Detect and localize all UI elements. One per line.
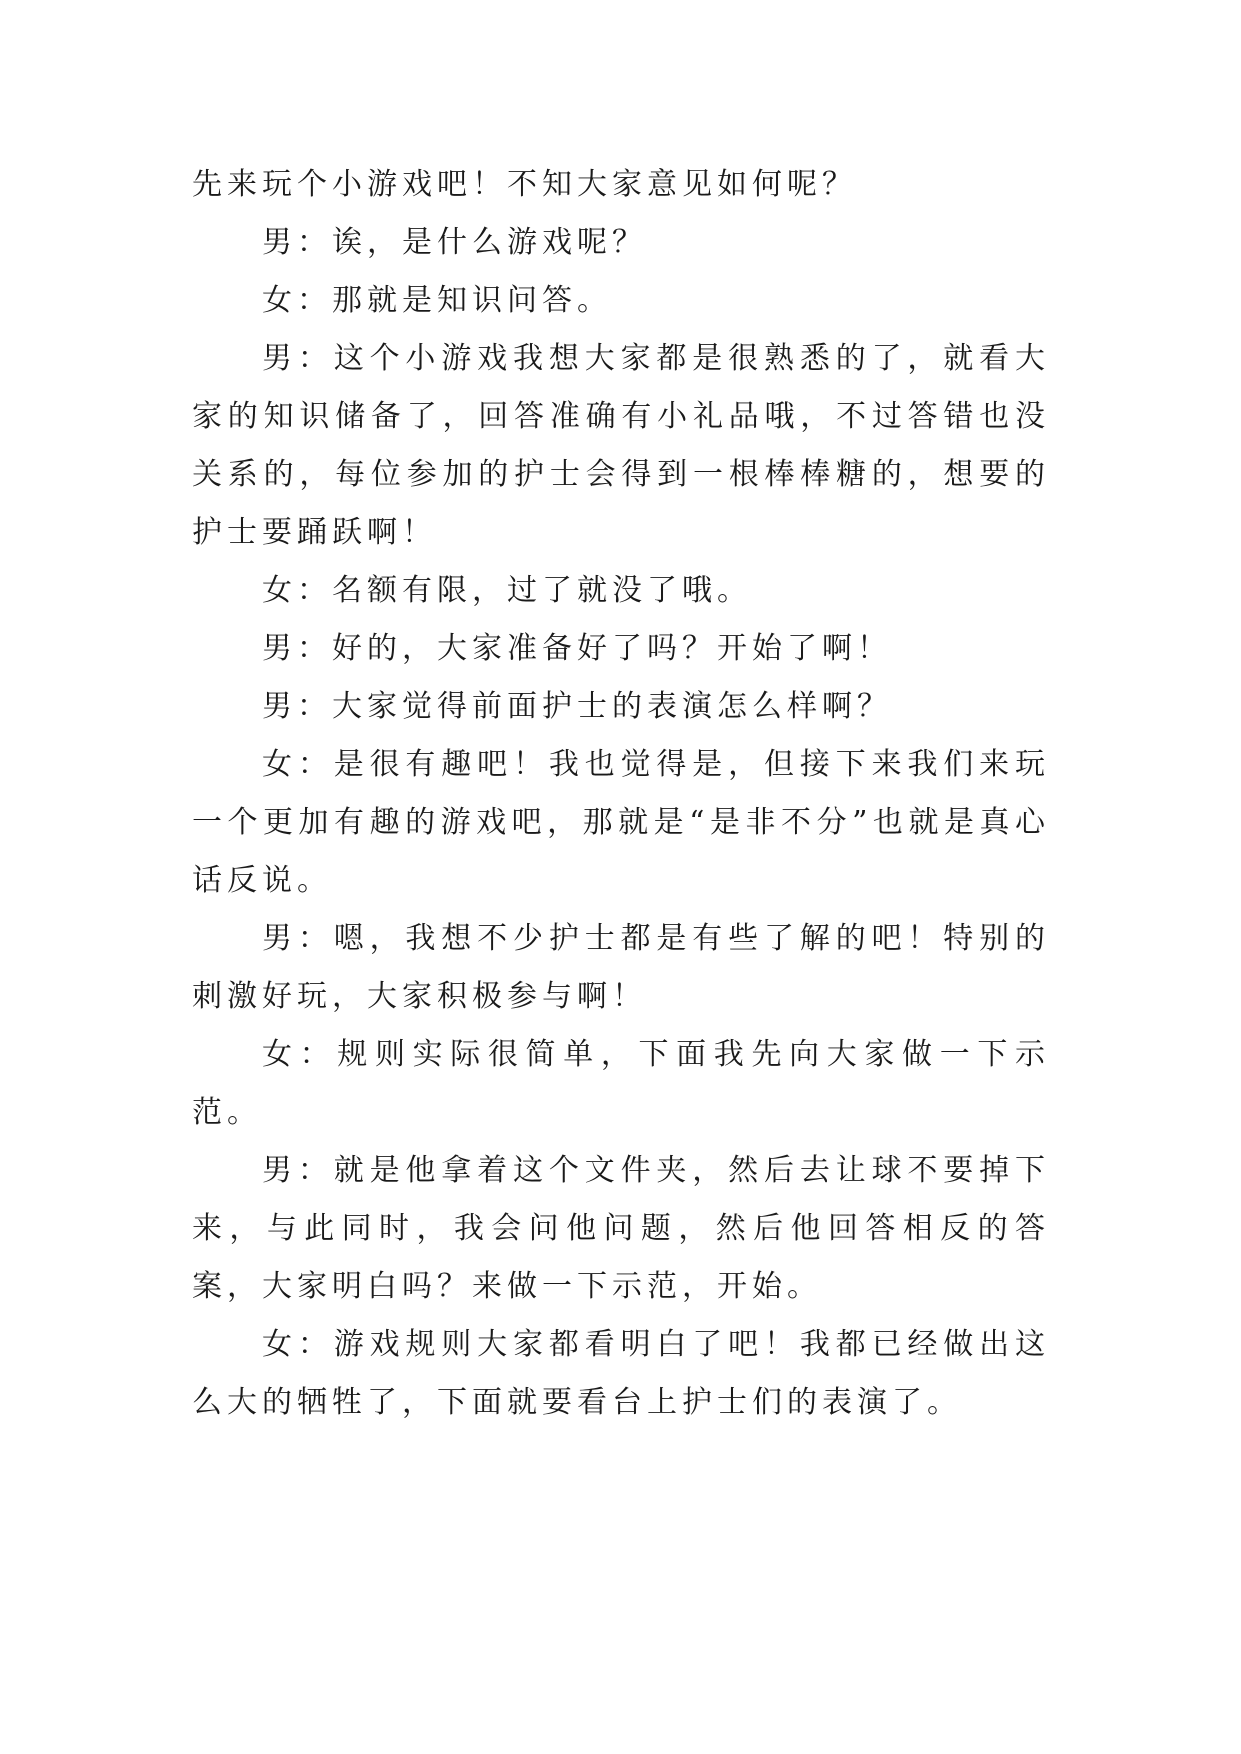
paragraph: 男：嗯，我想不少护士都是有些了解的吧！特别的刺激好玩，大家积极参与啊！ — [192, 921, 1050, 1014]
paragraph: 男：大家觉得前面护士的表演怎么样啊？ — [262, 689, 892, 724]
document-body — [192, 156, 1050, 1432]
paragraph: 女：游戏规则大家都看明白了吧！我都已经做出这么大的牺牲了，下面就要看台上护士们的表演了。 — [192, 1327, 1050, 1420]
paragraph: 女：那就是知识问答。 — [262, 283, 612, 318]
paragraph: 男：就是他拿着这个文件夹，然后去让球不要掉下来，与此同时，我会问他问题，然后他回答相反的答案，大家明白吗？来做一下示范，开始。 — [192, 1153, 1050, 1304]
paragraph: 女：规则实际很简单，下面我先向大家做一下示范。 — [192, 1037, 1050, 1130]
paragraph: 先来玩个小游戏吧！不知大家意见如何呢？ — [192, 167, 857, 202]
paragraph: 男：诶，是什么游戏呢？ — [262, 225, 647, 260]
paragraph: 女：名额有限，过了就没了哦。 — [262, 573, 752, 608]
paragraph: 女：是很有趣吧！我也觉得是，但接下来我们来玩一个更加有趣的游戏吧，那就是“是非不分”也就是真心话反说。 — [192, 747, 1050, 898]
paragraph: 男：好的，大家准备好了吗？开始了啊！ — [262, 631, 892, 666]
paragraph: 男：这个小游戏我想大家都是很熟悉的了，就看大家的知识储备了，回答准确有小礼品哦，不过答错也没关系的，每位参加的护士会得到一根棒棒糖的，想要的护士要踊跃啊！ — [192, 341, 1050, 550]
